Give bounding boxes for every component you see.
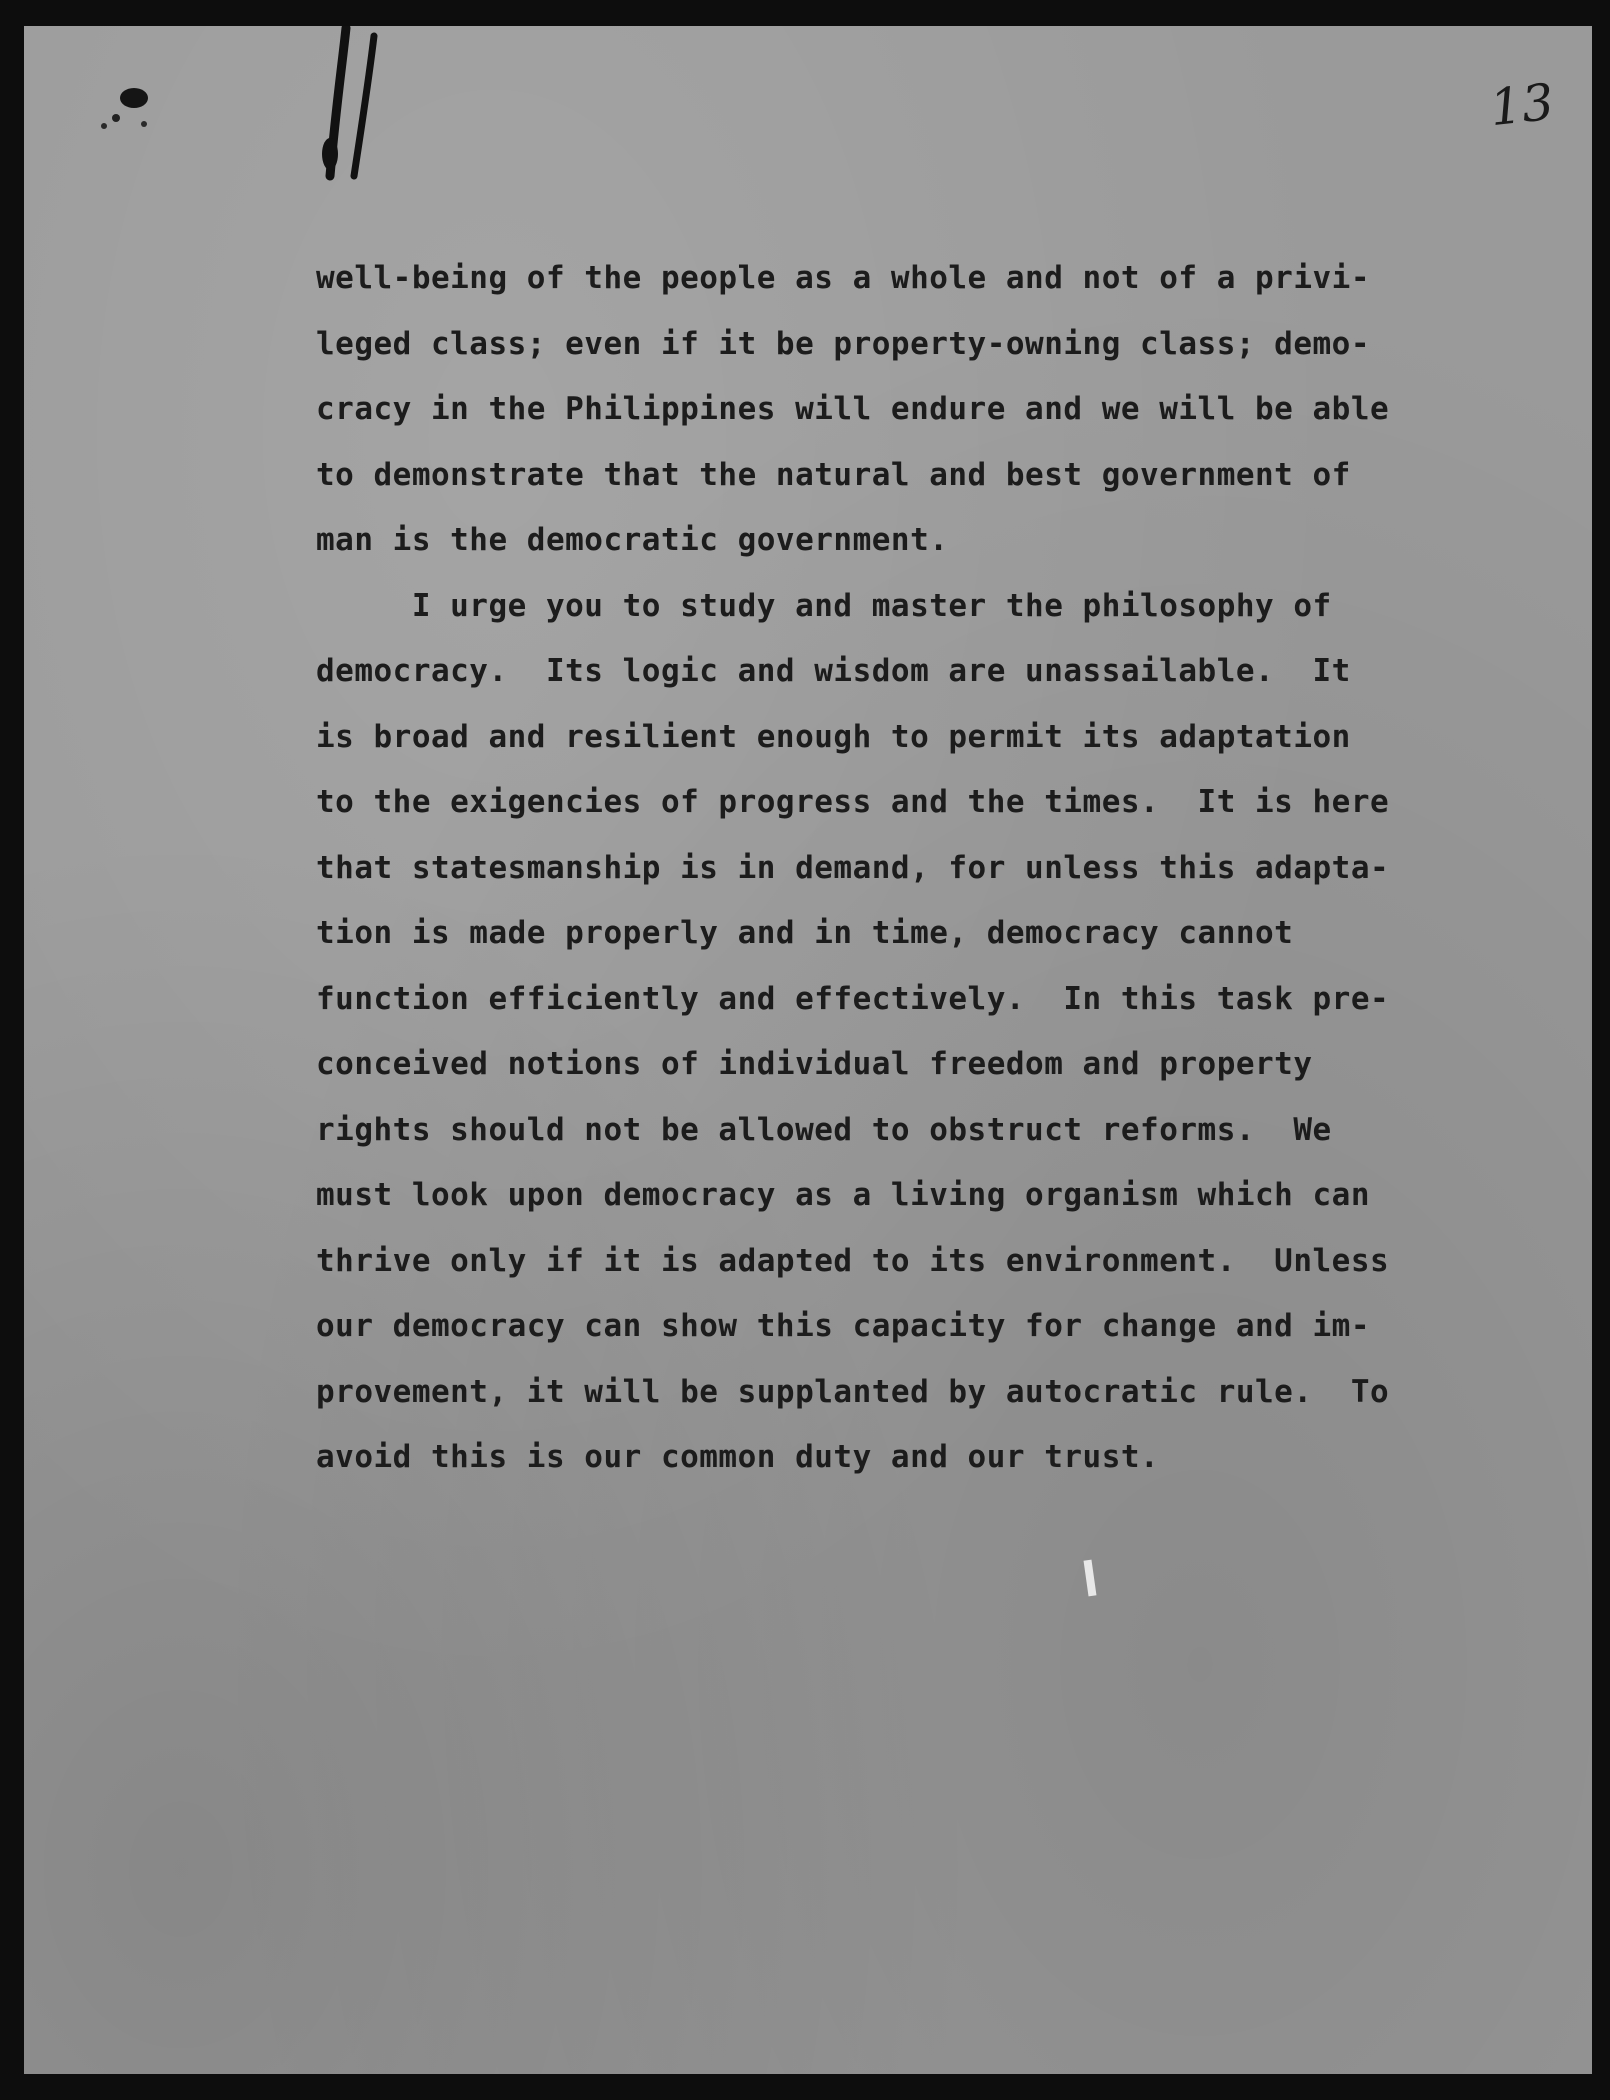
text-line: I urge you to study and master the philosophy of <box>316 587 1332 624</box>
text-line: conceived notions of individual freedom and property <box>316 1046 1313 1082</box>
document-body <box>316 246 1456 1491</box>
text-line: leged class; even if it be property-owning class; demo- <box>316 325 1370 362</box>
text-line: is broad and resilient enough to permit its adaptation <box>316 718 1351 755</box>
text-line: democracy. Its logic and wisdom are unassailable. It <box>316 653 1351 689</box>
text-line: our democracy can show this capacity for change and im- <box>316 1308 1370 1344</box>
text-line: to demonstrate that the natural and best government of <box>316 456 1351 493</box>
text-line: to the exigencies of progress and the times. It is here <box>316 784 1390 820</box>
text-line: man is the democratic government. <box>316 522 949 558</box>
paragraph-1 <box>316 246 1456 574</box>
text-line: provement, it will be supplanted by autocratic rule. To <box>316 1373 1390 1410</box>
text-line: must look upon democracy as a living organism which can <box>316 1177 1370 1213</box>
page-number: 13 <box>1487 72 1557 138</box>
text-line: cracy in the Philippines will endure and we will be able <box>316 391 1390 427</box>
text-line: thrive only if it is adapted to its environment. Unless <box>316 1242 1390 1279</box>
pen-stroke-mark <box>322 28 374 176</box>
text-line: function efficiently and effectively. In this task pre- <box>316 980 1390 1017</box>
text-line: avoid this is our common duty and our trust. <box>316 1439 1160 1475</box>
text-line: tion is made properly and in time, democracy cannot <box>316 915 1294 951</box>
paper-speck <box>1084 1560 1097 1597</box>
paragraph-2 <box>316 574 1456 1491</box>
ink-blot <box>101 88 148 129</box>
text-line: rights should not be allowed to obstruct reforms. We <box>316 1111 1332 1148</box>
document-page <box>24 26 1592 2074</box>
text-line: well-being of the people as a whole and not of a privi- <box>316 260 1370 296</box>
text-line: that statesmanship is in demand, for unless this adapta- <box>316 849 1390 886</box>
